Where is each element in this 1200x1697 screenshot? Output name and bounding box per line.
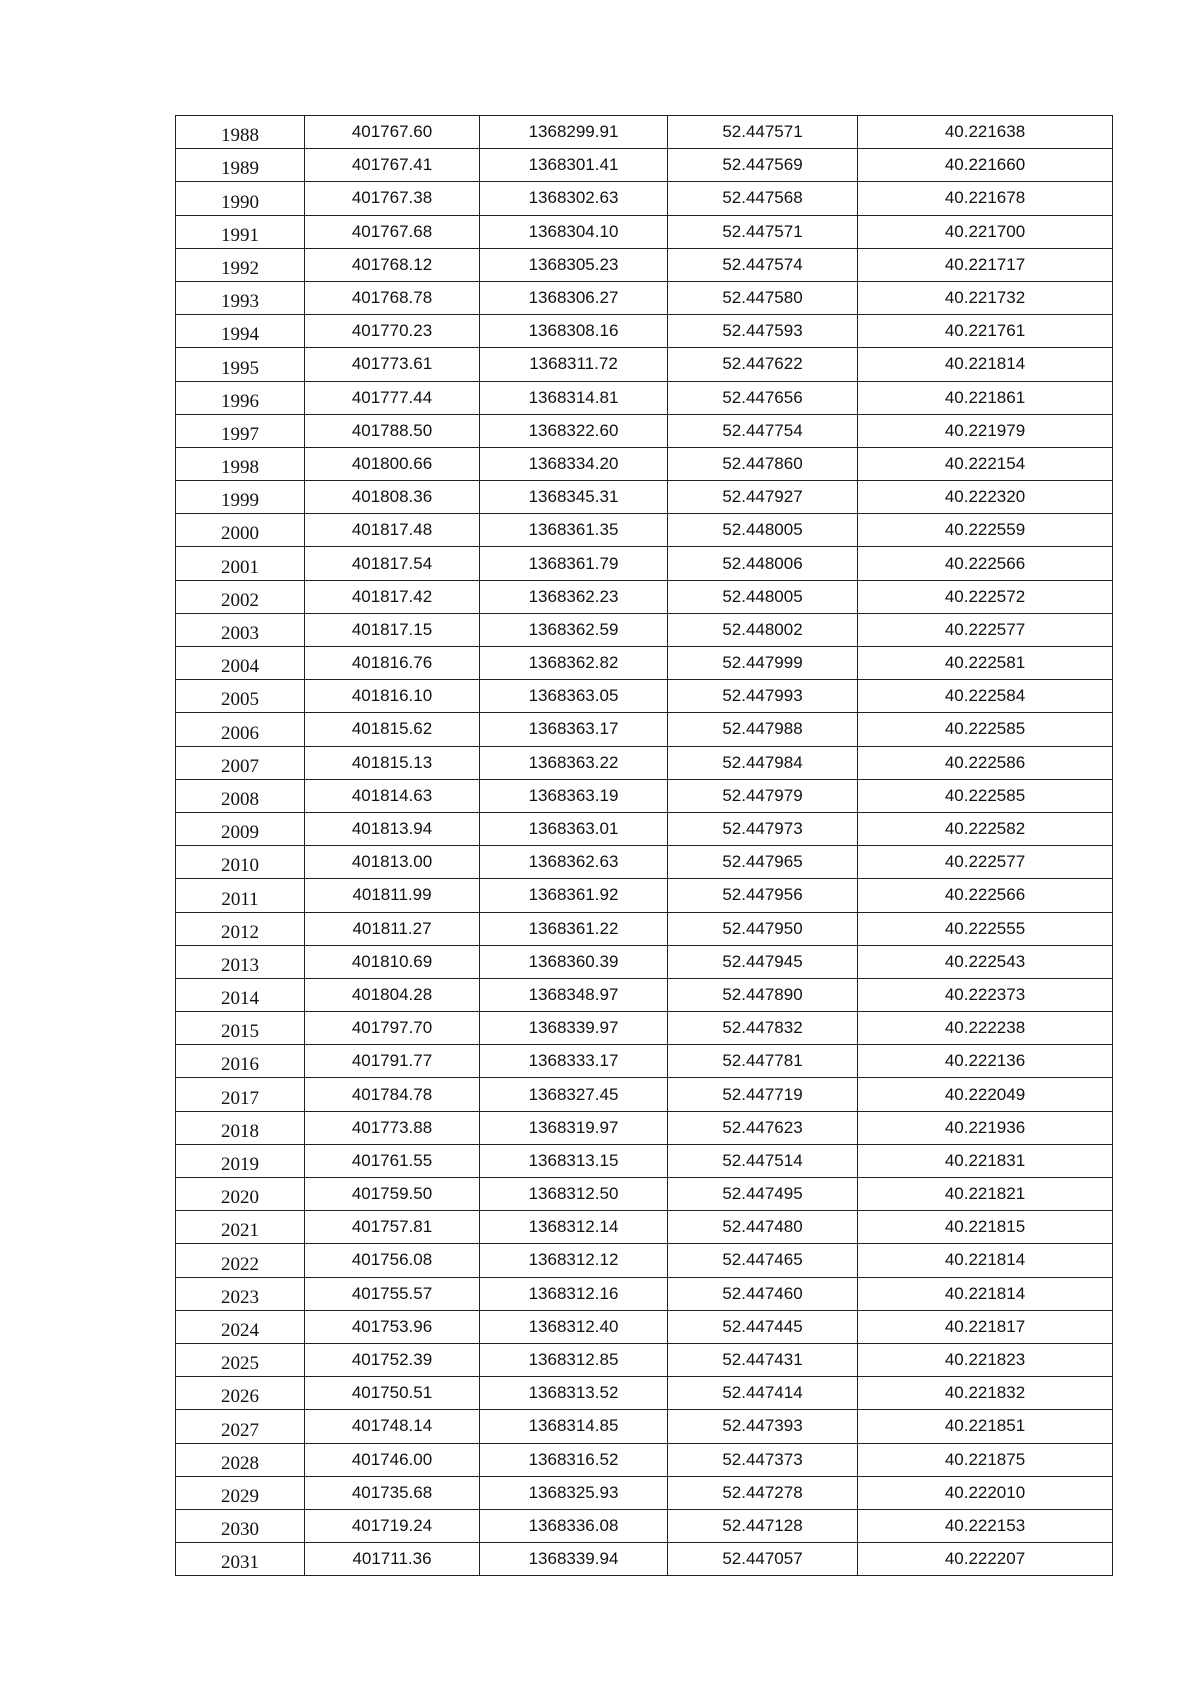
longitude-cell: 40.222566 xyxy=(858,547,1113,580)
y-coordinate-cell: 1368306.27 xyxy=(480,281,668,314)
x-coordinate-cell: 401768.78 xyxy=(305,281,480,314)
table-row xyxy=(176,1476,1113,1509)
latitude-cell: 52.447781 xyxy=(668,1045,858,1078)
point-number-cell: 2006 xyxy=(176,713,305,746)
x-coordinate-cell: 401814.63 xyxy=(305,779,480,812)
table-row xyxy=(176,945,1113,978)
y-coordinate-cell: 1368363.17 xyxy=(480,713,668,746)
point-number-cell: 2023 xyxy=(176,1277,305,1310)
x-coordinate-cell: 401746.00 xyxy=(305,1443,480,1476)
point-number-cell: 1990 xyxy=(176,182,305,215)
y-coordinate-cell: 1368361.79 xyxy=(480,547,668,580)
x-coordinate-cell: 401808.36 xyxy=(305,481,480,514)
longitude-cell: 40.221817 xyxy=(858,1310,1113,1343)
x-coordinate-cell: 401811.99 xyxy=(305,879,480,912)
longitude-cell: 40.221936 xyxy=(858,1111,1113,1144)
x-coordinate-cell: 401784.78 xyxy=(305,1078,480,1111)
point-number-cell: 1994 xyxy=(176,315,305,348)
point-number-cell: 2021 xyxy=(176,1211,305,1244)
y-coordinate-cell: 1368308.16 xyxy=(480,315,668,348)
latitude-cell: 52.447956 xyxy=(668,879,858,912)
table-row xyxy=(176,879,1113,912)
table-row xyxy=(176,1078,1113,1111)
x-coordinate-cell: 401750.51 xyxy=(305,1377,480,1410)
point-number-cell: 2029 xyxy=(176,1476,305,1509)
x-coordinate-cell: 401773.61 xyxy=(305,348,480,381)
table-row xyxy=(176,1144,1113,1177)
y-coordinate-cell: 1368361.92 xyxy=(480,879,668,912)
table-row xyxy=(176,1343,1113,1376)
latitude-cell: 52.447465 xyxy=(668,1244,858,1277)
table-row xyxy=(176,680,1113,713)
point-number-cell: 2020 xyxy=(176,1178,305,1211)
point-number-cell: 1992 xyxy=(176,248,305,281)
x-coordinate-cell: 401813.94 xyxy=(305,812,480,845)
longitude-cell: 40.222585 xyxy=(858,779,1113,812)
table-row xyxy=(176,1111,1113,1144)
longitude-cell: 40.222584 xyxy=(858,680,1113,713)
y-coordinate-cell: 1368316.52 xyxy=(480,1443,668,1476)
latitude-cell: 52.447414 xyxy=(668,1377,858,1410)
latitude-cell: 52.447514 xyxy=(668,1144,858,1177)
latitude-cell: 52.448005 xyxy=(668,514,858,547)
longitude-cell: 40.222373 xyxy=(858,978,1113,1011)
longitude-cell: 40.222566 xyxy=(858,879,1113,912)
y-coordinate-cell: 1368333.17 xyxy=(480,1045,668,1078)
y-coordinate-cell: 1368362.59 xyxy=(480,613,668,646)
longitude-cell: 40.221814 xyxy=(858,1244,1113,1277)
longitude-cell: 40.221732 xyxy=(858,281,1113,314)
point-number-cell: 2018 xyxy=(176,1111,305,1144)
point-number-cell: 2030 xyxy=(176,1509,305,1542)
latitude-cell: 52.447393 xyxy=(668,1410,858,1443)
x-coordinate-cell: 401719.24 xyxy=(305,1509,480,1542)
table-row xyxy=(176,1410,1113,1443)
latitude-cell: 52.447656 xyxy=(668,381,858,414)
longitude-cell: 40.221861 xyxy=(858,381,1113,414)
longitude-cell: 40.221638 xyxy=(858,116,1113,149)
table-row xyxy=(176,547,1113,580)
longitude-cell: 40.222577 xyxy=(858,613,1113,646)
coordinates-table-body xyxy=(176,116,1113,1576)
table-row xyxy=(176,281,1113,314)
point-number-cell: 1996 xyxy=(176,381,305,414)
longitude-cell: 40.221814 xyxy=(858,1277,1113,1310)
longitude-cell: 40.221821 xyxy=(858,1178,1113,1211)
y-coordinate-cell: 1368363.01 xyxy=(480,812,668,845)
point-number-cell: 2017 xyxy=(176,1078,305,1111)
x-coordinate-cell: 401817.15 xyxy=(305,613,480,646)
table-row xyxy=(176,182,1113,215)
longitude-cell: 40.221832 xyxy=(858,1377,1113,1410)
latitude-cell: 52.447719 xyxy=(668,1078,858,1111)
longitude-cell: 40.222555 xyxy=(858,912,1113,945)
y-coordinate-cell: 1368311.72 xyxy=(480,348,668,381)
longitude-cell: 40.221717 xyxy=(858,248,1113,281)
longitude-cell: 40.222320 xyxy=(858,481,1113,514)
point-number-cell: 2000 xyxy=(176,514,305,547)
y-coordinate-cell: 1368361.22 xyxy=(480,912,668,945)
y-coordinate-cell: 1368312.40 xyxy=(480,1310,668,1343)
table-row xyxy=(176,215,1113,248)
latitude-cell: 52.447988 xyxy=(668,713,858,746)
latitude-cell: 52.447460 xyxy=(668,1277,858,1310)
point-number-cell: 2004 xyxy=(176,647,305,680)
y-coordinate-cell: 1368305.23 xyxy=(480,248,668,281)
x-coordinate-cell: 401735.68 xyxy=(305,1476,480,1509)
point-number-cell: 2028 xyxy=(176,1443,305,1476)
table-row xyxy=(176,1443,1113,1476)
table-row xyxy=(176,580,1113,613)
table-row xyxy=(176,1310,1113,1343)
longitude-cell: 40.221831 xyxy=(858,1144,1113,1177)
x-coordinate-cell: 401804.28 xyxy=(305,978,480,1011)
table-row xyxy=(176,647,1113,680)
point-number-cell: 1999 xyxy=(176,481,305,514)
table-row xyxy=(176,248,1113,281)
x-coordinate-cell: 401767.68 xyxy=(305,215,480,248)
table-row xyxy=(176,381,1113,414)
point-number-cell: 2003 xyxy=(176,613,305,646)
point-number-cell: 1995 xyxy=(176,348,305,381)
x-coordinate-cell: 401815.62 xyxy=(305,713,480,746)
x-coordinate-cell: 401773.88 xyxy=(305,1111,480,1144)
x-coordinate-cell: 401770.23 xyxy=(305,315,480,348)
longitude-cell: 40.221979 xyxy=(858,414,1113,447)
longitude-cell: 40.222049 xyxy=(858,1078,1113,1111)
point-number-cell: 2031 xyxy=(176,1543,305,1576)
table-row xyxy=(176,779,1113,812)
longitude-cell: 40.221660 xyxy=(858,149,1113,182)
table-row xyxy=(176,414,1113,447)
longitude-cell: 40.221851 xyxy=(858,1410,1113,1443)
table-row xyxy=(176,746,1113,779)
point-number-cell: 1997 xyxy=(176,414,305,447)
latitude-cell: 52.447945 xyxy=(668,945,858,978)
coordinates-table xyxy=(175,115,1113,1576)
longitude-cell: 40.222207 xyxy=(858,1543,1113,1576)
point-number-cell: 2022 xyxy=(176,1244,305,1277)
point-number-cell: 2010 xyxy=(176,846,305,879)
x-coordinate-cell: 401811.27 xyxy=(305,912,480,945)
x-coordinate-cell: 401757.81 xyxy=(305,1211,480,1244)
y-coordinate-cell: 1368362.23 xyxy=(480,580,668,613)
longitude-cell: 40.221678 xyxy=(858,182,1113,215)
latitude-cell: 52.447580 xyxy=(668,281,858,314)
x-coordinate-cell: 401767.38 xyxy=(305,182,480,215)
y-coordinate-cell: 1368314.81 xyxy=(480,381,668,414)
table-row xyxy=(176,912,1113,945)
table-row xyxy=(176,481,1113,514)
y-coordinate-cell: 1368314.85 xyxy=(480,1410,668,1443)
y-coordinate-cell: 1368360.39 xyxy=(480,945,668,978)
longitude-cell: 40.222585 xyxy=(858,713,1113,746)
x-coordinate-cell: 401755.57 xyxy=(305,1277,480,1310)
latitude-cell: 52.447927 xyxy=(668,481,858,514)
x-coordinate-cell: 401797.70 xyxy=(305,1012,480,1045)
latitude-cell: 52.447480 xyxy=(668,1211,858,1244)
latitude-cell: 52.448002 xyxy=(668,613,858,646)
latitude-cell: 52.447571 xyxy=(668,215,858,248)
y-coordinate-cell: 1368322.60 xyxy=(480,414,668,447)
x-coordinate-cell: 401761.55 xyxy=(305,1144,480,1177)
latitude-cell: 52.447057 xyxy=(668,1543,858,1576)
table-row xyxy=(176,1509,1113,1542)
table-row xyxy=(176,1277,1113,1310)
x-coordinate-cell: 401759.50 xyxy=(305,1178,480,1211)
x-coordinate-cell: 401788.50 xyxy=(305,414,480,447)
longitude-cell: 40.222010 xyxy=(858,1476,1113,1509)
latitude-cell: 52.447890 xyxy=(668,978,858,1011)
latitude-cell: 52.447973 xyxy=(668,812,858,845)
point-number-cell: 2027 xyxy=(176,1410,305,1443)
point-number-cell: 2008 xyxy=(176,779,305,812)
latitude-cell: 52.447832 xyxy=(668,1012,858,1045)
point-number-cell: 2014 xyxy=(176,978,305,1011)
latitude-cell: 52.447569 xyxy=(668,149,858,182)
latitude-cell: 52.447860 xyxy=(668,447,858,480)
longitude-cell: 40.222581 xyxy=(858,647,1113,680)
point-number-cell: 2025 xyxy=(176,1343,305,1376)
x-coordinate-cell: 401816.76 xyxy=(305,647,480,680)
x-coordinate-cell: 401813.00 xyxy=(305,846,480,879)
y-coordinate-cell: 1368312.14 xyxy=(480,1211,668,1244)
x-coordinate-cell: 401767.41 xyxy=(305,149,480,182)
longitude-cell: 40.222136 xyxy=(858,1045,1113,1078)
longitude-cell: 40.221700 xyxy=(858,215,1113,248)
y-coordinate-cell: 1368312.85 xyxy=(480,1343,668,1376)
y-coordinate-cell: 1368312.16 xyxy=(480,1277,668,1310)
x-coordinate-cell: 401791.77 xyxy=(305,1045,480,1078)
latitude-cell: 52.447128 xyxy=(668,1509,858,1542)
y-coordinate-cell: 1368336.08 xyxy=(480,1509,668,1542)
x-coordinate-cell: 401752.39 xyxy=(305,1343,480,1376)
latitude-cell: 52.447622 xyxy=(668,348,858,381)
y-coordinate-cell: 1368313.52 xyxy=(480,1377,668,1410)
y-coordinate-cell: 1368312.12 xyxy=(480,1244,668,1277)
point-number-cell: 2012 xyxy=(176,912,305,945)
y-coordinate-cell: 1368361.35 xyxy=(480,514,668,547)
x-coordinate-cell: 401748.14 xyxy=(305,1410,480,1443)
point-number-cell: 1998 xyxy=(176,447,305,480)
y-coordinate-cell: 1368362.63 xyxy=(480,846,668,879)
x-coordinate-cell: 401817.48 xyxy=(305,514,480,547)
point-number-cell: 2009 xyxy=(176,812,305,845)
x-coordinate-cell: 401817.54 xyxy=(305,547,480,580)
x-coordinate-cell: 401767.60 xyxy=(305,116,480,149)
point-number-cell: 2005 xyxy=(176,680,305,713)
y-coordinate-cell: 1368299.91 xyxy=(480,116,668,149)
y-coordinate-cell: 1368348.97 xyxy=(480,978,668,1011)
latitude-cell: 52.447495 xyxy=(668,1178,858,1211)
y-coordinate-cell: 1368363.05 xyxy=(480,680,668,713)
y-coordinate-cell: 1368362.82 xyxy=(480,647,668,680)
latitude-cell: 52.447999 xyxy=(668,647,858,680)
x-coordinate-cell: 401753.96 xyxy=(305,1310,480,1343)
table-row xyxy=(176,1178,1113,1211)
latitude-cell: 52.447993 xyxy=(668,680,858,713)
point-number-cell: 1993 xyxy=(176,281,305,314)
longitude-cell: 40.222572 xyxy=(858,580,1113,613)
point-number-cell: 2019 xyxy=(176,1144,305,1177)
table-row xyxy=(176,514,1113,547)
x-coordinate-cell: 401800.66 xyxy=(305,447,480,480)
longitude-cell: 40.222582 xyxy=(858,812,1113,845)
table-row xyxy=(176,713,1113,746)
y-coordinate-cell: 1368363.22 xyxy=(480,746,668,779)
table-row xyxy=(176,1045,1113,1078)
x-coordinate-cell: 401815.13 xyxy=(305,746,480,779)
table-row xyxy=(176,1543,1113,1576)
x-coordinate-cell: 401816.10 xyxy=(305,680,480,713)
x-coordinate-cell: 401756.08 xyxy=(305,1244,480,1277)
y-coordinate-cell: 1368327.45 xyxy=(480,1078,668,1111)
latitude-cell: 52.447950 xyxy=(668,912,858,945)
table-row xyxy=(176,1211,1113,1244)
y-coordinate-cell: 1368339.94 xyxy=(480,1543,668,1576)
point-number-cell: 1989 xyxy=(176,149,305,182)
longitude-cell: 40.221814 xyxy=(858,348,1113,381)
y-coordinate-cell: 1368302.63 xyxy=(480,182,668,215)
y-coordinate-cell: 1368345.31 xyxy=(480,481,668,514)
longitude-cell: 40.222153 xyxy=(858,1509,1113,1542)
y-coordinate-cell: 1368339.97 xyxy=(480,1012,668,1045)
latitude-cell: 52.447568 xyxy=(668,182,858,215)
table-row xyxy=(176,812,1113,845)
longitude-cell: 40.221823 xyxy=(858,1343,1113,1376)
table-row xyxy=(176,978,1113,1011)
x-coordinate-cell: 401777.44 xyxy=(305,381,480,414)
point-number-cell: 1988 xyxy=(176,116,305,149)
table-row xyxy=(176,116,1113,149)
latitude-cell: 52.447965 xyxy=(668,846,858,879)
table-row xyxy=(176,447,1113,480)
y-coordinate-cell: 1368325.93 xyxy=(480,1476,668,1509)
x-coordinate-cell: 401768.12 xyxy=(305,248,480,281)
longitude-cell: 40.222543 xyxy=(858,945,1113,978)
y-coordinate-cell: 1368301.41 xyxy=(480,149,668,182)
latitude-cell: 52.447431 xyxy=(668,1343,858,1376)
table-row xyxy=(176,315,1113,348)
latitude-cell: 52.447979 xyxy=(668,779,858,812)
point-number-cell: 2015 xyxy=(176,1012,305,1045)
latitude-cell: 52.447593 xyxy=(668,315,858,348)
latitude-cell: 52.447984 xyxy=(668,746,858,779)
latitude-cell: 52.448005 xyxy=(668,580,858,613)
latitude-cell: 52.447754 xyxy=(668,414,858,447)
table-row xyxy=(176,613,1113,646)
longitude-cell: 40.221761 xyxy=(858,315,1113,348)
y-coordinate-cell: 1368363.19 xyxy=(480,779,668,812)
longitude-cell: 40.222559 xyxy=(858,514,1113,547)
table-row xyxy=(176,1377,1113,1410)
longitude-cell: 40.222238 xyxy=(858,1012,1113,1045)
point-number-cell: 2001 xyxy=(176,547,305,580)
table-row xyxy=(176,1244,1113,1277)
latitude-cell: 52.447278 xyxy=(668,1476,858,1509)
point-number-cell: 2016 xyxy=(176,1045,305,1078)
latitude-cell: 52.447445 xyxy=(668,1310,858,1343)
longitude-cell: 40.222586 xyxy=(858,746,1113,779)
x-coordinate-cell: 401810.69 xyxy=(305,945,480,978)
point-number-cell: 2026 xyxy=(176,1377,305,1410)
y-coordinate-cell: 1368313.15 xyxy=(480,1144,668,1177)
longitude-cell: 40.222154 xyxy=(858,447,1113,480)
point-number-cell: 1991 xyxy=(176,215,305,248)
table-row xyxy=(176,348,1113,381)
y-coordinate-cell: 1368319.97 xyxy=(480,1111,668,1144)
point-number-cell: 2002 xyxy=(176,580,305,613)
point-number-cell: 2013 xyxy=(176,945,305,978)
y-coordinate-cell: 1368334.20 xyxy=(480,447,668,480)
latitude-cell: 52.447373 xyxy=(668,1443,858,1476)
table-row xyxy=(176,846,1113,879)
latitude-cell: 52.447574 xyxy=(668,248,858,281)
latitude-cell: 52.448006 xyxy=(668,547,858,580)
latitude-cell: 52.447623 xyxy=(668,1111,858,1144)
y-coordinate-cell: 1368304.10 xyxy=(480,215,668,248)
longitude-cell: 40.221875 xyxy=(858,1443,1113,1476)
point-number-cell: 2024 xyxy=(176,1310,305,1343)
point-number-cell: 2007 xyxy=(176,746,305,779)
longitude-cell: 40.222577 xyxy=(858,846,1113,879)
x-coordinate-cell: 401711.36 xyxy=(305,1543,480,1576)
table-row xyxy=(176,1012,1113,1045)
y-coordinate-cell: 1368312.50 xyxy=(480,1178,668,1211)
latitude-cell: 52.447571 xyxy=(668,116,858,149)
longitude-cell: 40.221815 xyxy=(858,1211,1113,1244)
table-row xyxy=(176,149,1113,182)
x-coordinate-cell: 401817.42 xyxy=(305,580,480,613)
point-number-cell: 2011 xyxy=(176,879,305,912)
